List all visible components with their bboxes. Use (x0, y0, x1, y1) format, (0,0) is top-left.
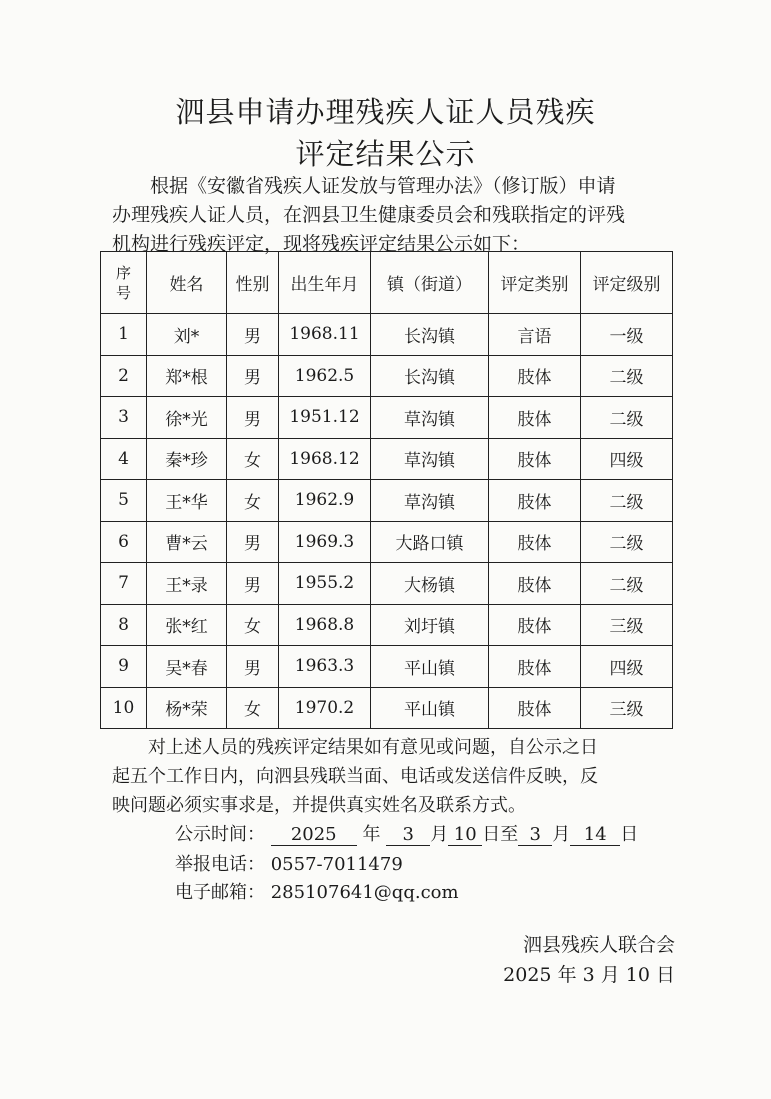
signature-organization: 泗县残疾人联合会 (522, 934, 675, 956)
cell-name: 郑*根 (147, 355, 227, 397)
email-value: 285107641@qq.com (270, 882, 459, 903)
table-row (101, 314, 673, 356)
cell-gender: 男 (227, 646, 279, 688)
cell-town: 草沟镇 (371, 397, 489, 439)
report-phone (175, 850, 403, 876)
cell-level: 一级 (581, 314, 673, 356)
notice-line: 起五个工作日内，向泗县残联当面、电话或发送信件反映，反 (112, 766, 598, 787)
cell-gender: 男 (227, 314, 279, 356)
period-start-day: 10 (448, 825, 482, 846)
cell-town: 长沟镇 (371, 355, 489, 397)
cell-seq: 5 (101, 480, 147, 522)
cell-seq: 10 (101, 687, 147, 729)
table-row (101, 480, 673, 522)
cell-category: 肢体 (489, 604, 581, 646)
table-row (101, 563, 673, 605)
cell-level: 二级 (581, 480, 673, 522)
cell-category: 肢体 (489, 687, 581, 729)
cell-category: 肢体 (489, 646, 581, 688)
period-month-unit-2: 月 (552, 824, 571, 845)
cell-category: 肢体 (489, 563, 581, 605)
cell-seq: 2 (101, 355, 147, 397)
cell-gender: 男 (227, 355, 279, 397)
period-end-month: 3 (518, 825, 552, 846)
cell-seq: 8 (101, 604, 147, 646)
cell-town: 平山镇 (371, 687, 489, 729)
period-label: 公示时间： (175, 824, 265, 845)
period-year: 2025 (271, 825, 357, 846)
cell-birth: 1968.12 (279, 438, 371, 480)
cell-name: 吴*春 (147, 646, 227, 688)
cell-level: 三级 (581, 687, 673, 729)
cell-gender: 女 (227, 687, 279, 729)
period-start-month: 3 (386, 825, 430, 846)
cell-town: 大路口镇 (371, 521, 489, 563)
table-row (101, 521, 673, 563)
phone-value: 0557-7011479 (270, 854, 403, 875)
header-category: 评定类别 (489, 252, 581, 314)
results-table (100, 251, 673, 729)
cell-name: 王*录 (147, 563, 227, 605)
table-row (101, 355, 673, 397)
period-year-unit: 年 (362, 824, 381, 845)
cell-name: 张*红 (147, 604, 227, 646)
notice-line: 映问题必须实事求是，并提供真实姓名及联系方式。 (112, 795, 526, 816)
cell-gender: 男 (227, 397, 279, 439)
cell-category: 肢体 (489, 438, 581, 480)
period-end-day: 14 (570, 825, 620, 846)
cell-town: 草沟镇 (371, 480, 489, 522)
header-level: 评定级别 (581, 252, 673, 314)
cell-gender: 女 (227, 604, 279, 646)
cell-level: 四级 (581, 438, 673, 480)
cell-birth: 1968.8 (279, 604, 371, 646)
cell-seq: 3 (101, 397, 147, 439)
table-row (101, 397, 673, 439)
title-line-2: 评定结果公示 (295, 137, 476, 171)
phone-label: 举报电话： (175, 854, 265, 875)
cell-seq: 6 (101, 521, 147, 563)
cell-name: 秦*珍 (147, 438, 227, 480)
cell-level: 二级 (581, 563, 673, 605)
table-row (101, 687, 673, 729)
cell-town: 长沟镇 (371, 314, 489, 356)
cell-name: 杨*荣 (147, 687, 227, 729)
cell-gender: 女 (227, 480, 279, 522)
cell-level: 二级 (581, 521, 673, 563)
cell-category: 肢体 (489, 355, 581, 397)
cell-name: 王*华 (147, 480, 227, 522)
cell-category: 言语 (489, 314, 581, 356)
cell-category: 肢体 (489, 397, 581, 439)
cell-gender: 女 (227, 438, 279, 480)
notice-line: 对上述人员的残疾评定结果如有意见或问题，自公示之日 (112, 737, 598, 758)
header-seq (101, 252, 147, 314)
table-row (101, 604, 673, 646)
report-email (175, 878, 459, 904)
cell-gender: 男 (227, 521, 279, 563)
cell-birth: 1951.12 (279, 397, 371, 439)
intro-line: 办理残疾人证人员，在泗县卫生健康委员会和残联指定的评残 (112, 204, 626, 226)
cell-level: 四级 (581, 646, 673, 688)
cell-name: 曹*云 (147, 521, 227, 563)
intro-paragraph (112, 172, 672, 259)
header-name: 姓名 (147, 252, 227, 314)
intro-line: 根据《安徽省残疾人证发放与管理办法》（修订版）申请 (150, 175, 616, 197)
cell-birth: 1969.3 (279, 521, 371, 563)
cell-name: 徐*光 (147, 397, 227, 439)
period-day-unit: 日 (620, 824, 639, 845)
cell-birth: 1968.11 (279, 314, 371, 356)
email-label: 电子邮箱： (175, 882, 265, 903)
cell-level: 二级 (581, 397, 673, 439)
cell-category: 肢体 (489, 521, 581, 563)
cell-birth: 1962.5 (279, 355, 371, 397)
cell-birth: 1962.9 (279, 480, 371, 522)
cell-town: 大杨镇 (371, 563, 489, 605)
cell-town: 平山镇 (371, 646, 489, 688)
header-town: 镇（街道） (371, 252, 489, 314)
cell-gender: 男 (227, 563, 279, 605)
cell-seq: 9 (101, 646, 147, 688)
cell-level: 三级 (581, 604, 673, 646)
title-line-1: 泗县申请办理残疾人证人员残疾 (175, 95, 596, 129)
cell-birth: 1963.3 (279, 646, 371, 688)
header-gender: 性别 (227, 252, 279, 314)
table-body (101, 314, 673, 729)
cell-seq: 7 (101, 563, 147, 605)
table-row (101, 438, 673, 480)
table-row (101, 646, 673, 688)
cell-name: 刘* (147, 314, 227, 356)
header-seq-label: 序 号 (115, 263, 131, 302)
cell-seq: 4 (101, 438, 147, 480)
intro-line: 机构进行残疾评定，现将残疾评定结果公示如下： (112, 233, 531, 255)
cell-birth: 1970.2 (279, 687, 371, 729)
table-header-row (101, 252, 673, 314)
cell-town: 刘圩镇 (371, 604, 489, 646)
header-birth: 出生年月 (279, 252, 371, 314)
notice-paragraph (112, 733, 672, 820)
cell-birth: 1955.2 (279, 563, 371, 605)
cell-seq: 1 (101, 314, 147, 356)
cell-town: 草沟镇 (371, 438, 489, 480)
cell-category: 肢体 (489, 480, 581, 522)
period-month-unit: 月 (430, 824, 449, 845)
period-to: 日至 (482, 824, 519, 845)
cell-level: 二级 (581, 355, 673, 397)
signature-date: 2025 年 3 月 10 日 (503, 964, 675, 986)
publicity-period (175, 820, 638, 846)
